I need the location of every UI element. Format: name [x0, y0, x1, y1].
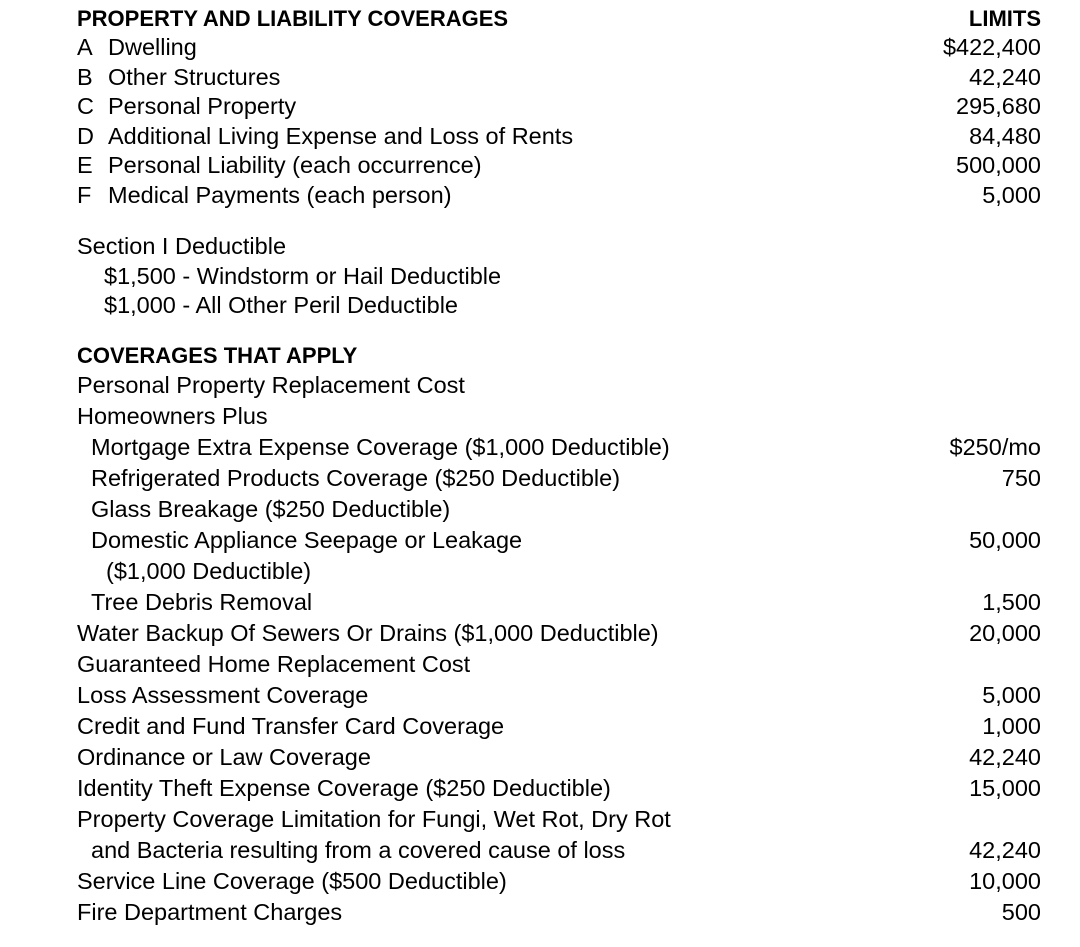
coverage-item-limit: 50,000: [969, 526, 1041, 553]
coverage-row-c: [77, 92, 1041, 122]
coverage-item-row: [77, 804, 1041, 835]
coverage-item-limit: 500: [1001, 898, 1041, 925]
coverage-limit: 84,480: [969, 122, 1041, 149]
coverage-item-label: Identity Theft Expense Coverage ($250 Deductible): [77, 774, 611, 801]
coverage-item-label: Loss Assessment Coverage: [77, 681, 369, 708]
coverage-item-row: [77, 618, 1041, 649]
coverage-item-row: [77, 401, 1041, 432]
coverage-row-e: [77, 151, 1041, 181]
coverage-item-limit: $250/mo: [949, 433, 1041, 460]
coverage-row-d: [77, 122, 1041, 152]
coverage-limit: 5,000: [982, 181, 1041, 208]
deductible-line-text: $1,500 - Windstorm or Hail Deductible: [104, 262, 502, 289]
deductible-line: [77, 262, 1041, 292]
coverage-item-row: [77, 556, 1041, 587]
coverage-limit: $422,400: [942, 34, 1041, 60]
coverage-letter: F: [77, 181, 92, 208]
coverage-row-f: [77, 181, 1041, 211]
coverage-letter: E: [77, 152, 93, 178]
coverage-item-label: Fire Department Charges: [77, 898, 343, 925]
coverage-item-limit: 750: [1001, 464, 1041, 491]
coverage-label: Additional Living Expense and Loss of Rents: [108, 122, 574, 149]
coverage-limit: 295,680: [956, 93, 1041, 119]
coverage-label: Dwelling: [108, 34, 197, 60]
coverage-row-a: [77, 33, 1041, 63]
coverage-item-label: Tree Debris Removal: [91, 588, 313, 615]
coverage-item-row: [77, 649, 1041, 680]
coverage-item-label: Property Coverage Limitation for Fungi, Wet Rot, Dry Rot: [77, 805, 671, 832]
coverage-item-label: Personal Property Replacement Cost: [77, 371, 465, 398]
coverage-item-row: [77, 711, 1041, 742]
coverage-item-limit: 5,000: [982, 681, 1041, 708]
coverage-item-label: Service Line Coverage ($500 Deductible): [77, 867, 507, 894]
coverage-item-limit: 10,000: [969, 867, 1041, 894]
coverage-letter: A: [77, 34, 93, 60]
coverage-item-row: [77, 432, 1041, 463]
deductible-title-row: [77, 232, 1041, 262]
coverage-item-limit: 1,500: [982, 588, 1041, 615]
coverage-item-row: [77, 463, 1041, 494]
coverage-item-label: Guaranteed Home Replacement Cost: [77, 650, 471, 677]
coverage-item-label: Water Backup Of Sewers Or Drains ($1,000 Deductible): [77, 619, 659, 646]
coverage-letter: C: [77, 93, 94, 119]
coverage-item-label: Homeowners Plus: [77, 402, 268, 429]
deductible-line-text: $1,000 - All Other Peril Deductible: [104, 292, 458, 318]
limits-heading: LIMITS: [968, 6, 1041, 31]
coverage-item-row: [77, 680, 1041, 711]
coverage-item-row: [77, 897, 1041, 928]
coverage-document: [77, 0, 1041, 928]
coverage-row-b: [77, 63, 1041, 93]
coverage-label: Personal Liability (each occurrence): [108, 152, 482, 178]
coverage-item-limit: 42,240: [969, 836, 1041, 863]
coverage-item-row: [77, 525, 1041, 556]
coverage-item-label: and Bacteria resulting from a covered cause of loss: [91, 836, 626, 863]
coverage-item-limit: 20,000: [969, 619, 1041, 646]
coverage-letter: D: [77, 122, 94, 149]
coverage-item-row: [77, 494, 1041, 525]
property-header-row: [77, 4, 1041, 33]
deductible-title: Section I Deductible: [77, 233, 287, 259]
coverage-item-label: Glass Breakage ($250 Deductible): [91, 495, 451, 522]
coverage-item-label: ($1,000 Deductible): [106, 557, 312, 584]
coverage-limit: 500,000: [956, 152, 1041, 178]
coverage-item-label: Credit and Fund Transfer Card Coverage: [77, 712, 505, 739]
coverages-header-row: [77, 341, 1041, 370]
coverage-item-label: Ordinance or Law Coverage: [77, 743, 371, 770]
coverage-item-row: [77, 866, 1041, 897]
coverage-item-label: Domestic Appliance Seepage or Leakage: [91, 526, 523, 553]
coverage-letter: B: [77, 63, 93, 90]
coverage-item-row: [77, 773, 1041, 804]
coverage-item-row: [77, 370, 1041, 401]
coverage-item-limit: 1,000: [982, 712, 1041, 739]
coverage-item-row: [77, 835, 1041, 866]
coverage-item-label: Refrigerated Products Coverage ($250 Deductible): [91, 464, 621, 491]
coverage-label: Personal Property: [108, 93, 297, 119]
coverage-item-row: [77, 742, 1041, 773]
deductible-line: [77, 291, 1041, 321]
coverage-item-limit: 42,240: [969, 743, 1041, 770]
coverage-item-limit: 15,000: [969, 774, 1041, 801]
coverage-limit: 42,240: [969, 63, 1041, 90]
coverage-item-row: [77, 587, 1041, 618]
coverages-section-heading: COVERAGES THAT APPLY: [77, 342, 358, 368]
coverage-item-label: Mortgage Extra Expense Coverage ($1,000 Deductible): [91, 433, 670, 460]
coverage-label: Other Structures: [108, 63, 281, 90]
coverage-label: Medical Payments (each person): [108, 181, 452, 208]
property-section-heading: PROPERTY AND LIABILITY COVERAGES: [77, 6, 509, 31]
